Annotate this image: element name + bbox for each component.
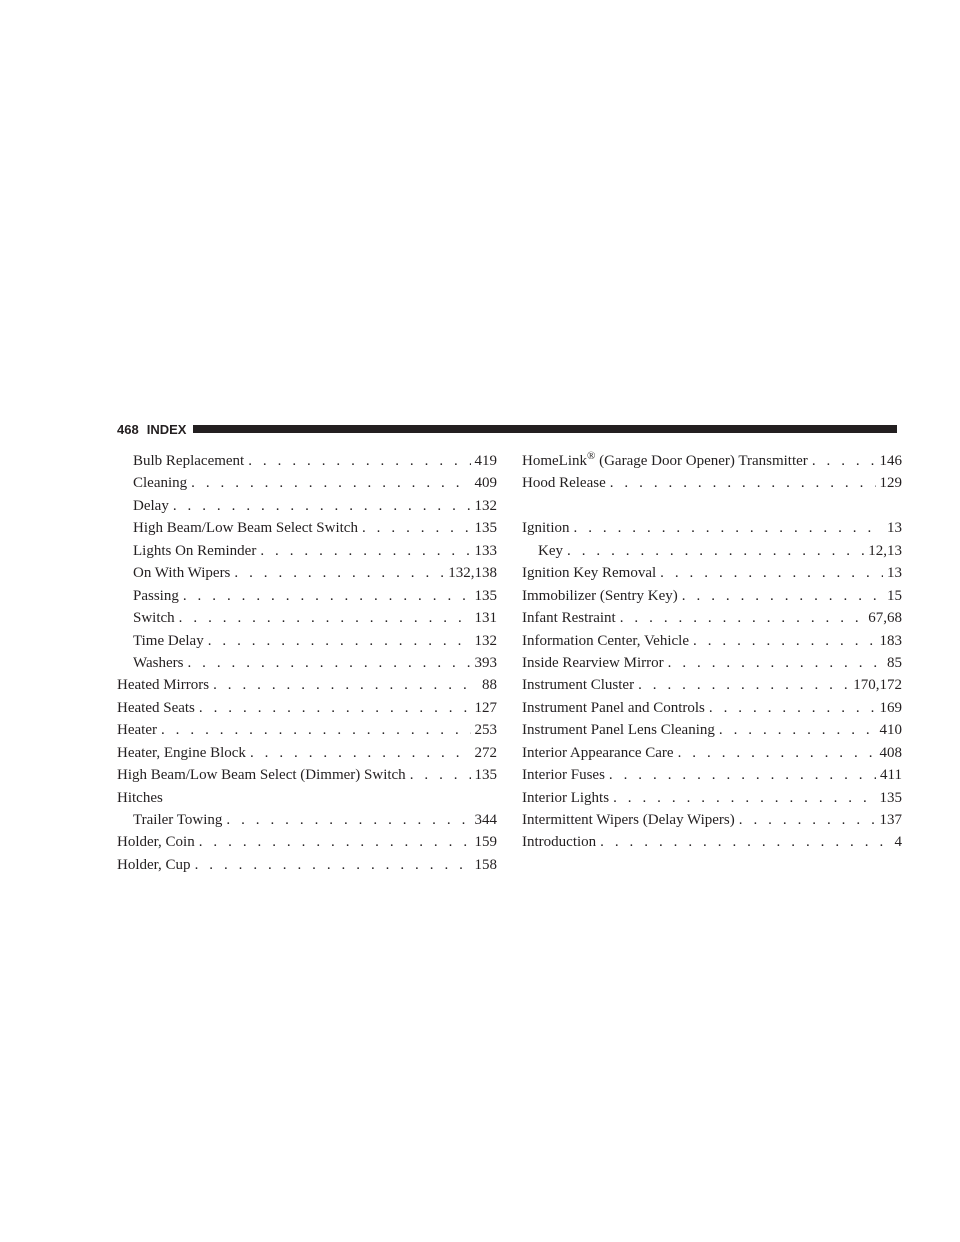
entry-term: Switch	[133, 610, 175, 627]
index-entry	[117, 472, 497, 494]
entry-term	[522, 450, 808, 472]
entry-term: Time Delay	[133, 632, 204, 649]
entry-page: 409	[474, 475, 497, 492]
entry-term: Lights On Reminder	[133, 542, 257, 559]
index-entry	[522, 607, 902, 629]
entry-page: 170,172	[853, 677, 902, 694]
dot-leader	[620, 607, 865, 629]
index-entry	[117, 450, 497, 472]
index-entry	[522, 585, 902, 607]
entry-term: Key	[538, 542, 563, 559]
group-spacer	[522, 495, 902, 517]
index-entry	[522, 540, 902, 562]
entry-page: 272	[474, 744, 497, 761]
index-entry	[117, 540, 497, 562]
dot-leader	[600, 831, 890, 853]
dot-leader	[208, 630, 471, 652]
index-entry	[117, 697, 497, 719]
dot-leader	[693, 630, 876, 652]
entry-term-rest: (Garage Door Opener) Transmitter	[595, 453, 808, 469]
entry-term: Interior Appearance Care	[522, 744, 674, 761]
dot-leader	[199, 831, 471, 853]
page-number: 468	[117, 421, 139, 437]
header-rule	[193, 425, 897, 433]
index-entry	[522, 472, 902, 494]
entry-page: 132	[474, 497, 497, 514]
index-entry	[522, 517, 902, 539]
dot-leader	[173, 495, 471, 517]
entry-page: 183	[879, 632, 902, 649]
entry-page: 169	[879, 699, 902, 716]
entry-page: 88	[482, 677, 497, 694]
entry-term: Instrument Cluster	[522, 677, 635, 694]
dot-leader	[709, 697, 876, 719]
entry-term: Heated Mirrors	[117, 677, 210, 694]
index-entry	[117, 585, 497, 607]
entry-term: Interior Fuses	[522, 767, 605, 784]
entry-term: Delay	[133, 497, 169, 514]
index-heading-entry: Hitches	[117, 789, 163, 806]
dot-leader	[213, 674, 478, 696]
entry-term: Holder, Coin	[117, 834, 195, 851]
dot-leader	[187, 652, 470, 674]
index-entry	[522, 742, 902, 764]
index-entry	[117, 495, 497, 517]
entry-page: 419	[474, 453, 497, 469]
entry-page: 253	[474, 722, 497, 739]
section-title: INDEX	[146, 421, 187, 437]
entry-page: 133	[474, 542, 497, 559]
dot-leader	[250, 742, 471, 764]
index-entry	[117, 562, 497, 584]
dot-leader	[719, 719, 876, 741]
entry-page: 146	[879, 453, 902, 469]
index-entry	[117, 517, 497, 539]
dot-leader	[668, 652, 883, 674]
entry-page: 159	[474, 834, 497, 851]
entry-term: Hood Release	[522, 475, 606, 492]
entry-page: 4	[894, 834, 902, 851]
entry-term: On With Wipers	[133, 565, 231, 582]
dot-leader	[248, 450, 470, 472]
entry-page: 411	[880, 767, 902, 784]
entry-page: 344	[474, 812, 497, 828]
entry-page: 129	[879, 475, 902, 492]
dot-leader	[410, 764, 471, 786]
dot-leader	[234, 562, 444, 584]
index-entry	[117, 674, 497, 696]
dot-leader	[362, 517, 471, 539]
entry-term: Ignition	[522, 520, 570, 537]
dot-leader	[660, 562, 883, 584]
entry-page: 85	[887, 654, 902, 671]
index-entry	[522, 809, 902, 831]
entry-term: Heated Seats	[117, 699, 195, 716]
dot-leader	[638, 674, 849, 696]
index-entry	[117, 630, 497, 652]
entry-page: 131	[474, 610, 497, 627]
entry-term: Bulb Replacement	[133, 453, 245, 469]
dot-leader	[812, 450, 876, 472]
entry-term: Washers	[133, 654, 184, 671]
entry-term: Heater, Engine Block	[117, 744, 246, 761]
entry-page: 137	[879, 812, 902, 828]
entry-term: Introduction	[522, 834, 597, 851]
dot-leader	[191, 472, 470, 494]
index-entry	[522, 562, 902, 584]
dot-leader	[199, 697, 471, 719]
entry-term: High Beam/Low Beam Select Switch	[133, 520, 358, 537]
dot-leader	[682, 585, 883, 607]
dot-leader	[260, 540, 470, 562]
entry-term: Infant Restraint	[522, 610, 616, 627]
entry-page: 132	[474, 632, 497, 649]
entry-page: 408	[879, 744, 902, 761]
dot-leader	[226, 809, 470, 831]
entry-page: 410	[879, 722, 902, 739]
dot-leader	[179, 607, 471, 629]
index-entry	[117, 764, 497, 786]
entry-term: Intermittent Wipers (Delay Wipers)	[522, 812, 735, 828]
dot-leader	[183, 585, 471, 607]
index-entry	[522, 764, 902, 786]
entry-page: 12,13	[868, 542, 902, 559]
entry-term: Holder, Cup	[117, 856, 191, 873]
entry-page: 13	[887, 565, 902, 582]
entry-term: Immobilizer (Sentry Key)	[522, 587, 678, 604]
entry-page: 132,138	[448, 565, 497, 582]
dot-leader	[195, 854, 471, 876]
index-entry	[117, 809, 497, 831]
dot-leader	[739, 809, 876, 831]
index-entry	[522, 674, 902, 696]
entry-term: Interior Lights	[522, 789, 610, 806]
entry-page: 135	[474, 520, 497, 537]
entry-term: Instrument Panel and Controls	[522, 699, 705, 716]
index-entry	[522, 719, 902, 741]
index-entry	[117, 607, 497, 629]
entry-term: Inside Rearview Mirror	[522, 654, 664, 671]
entry-page: 13	[887, 520, 902, 537]
index-entry	[522, 831, 902, 853]
dot-leader	[574, 517, 884, 539]
registered-mark: ®	[587, 450, 596, 462]
index-column-right	[522, 450, 902, 854]
entry-page: 135	[474, 587, 497, 604]
entry-term: Information Center, Vehicle	[522, 632, 689, 649]
entry-page: 135	[474, 767, 497, 784]
entry-term: High Beam/Low Beam Select (Dimmer) Switch	[117, 767, 406, 784]
entry-term: Cleaning	[133, 475, 188, 492]
index-entry	[522, 630, 902, 652]
index-entry	[117, 854, 497, 876]
index-entry	[117, 652, 497, 674]
entry-page: 158	[474, 856, 497, 873]
entry-page: 67,68	[868, 610, 902, 627]
page-header	[117, 418, 897, 440]
index-entry	[117, 742, 497, 764]
dot-leader	[567, 540, 864, 562]
entry-page: 15	[887, 587, 902, 604]
entry-term: Ignition Key Removal	[522, 565, 657, 582]
dot-leader	[613, 787, 875, 809]
index-entry	[522, 787, 902, 809]
entry-page: 135	[879, 789, 902, 806]
index-entry	[522, 450, 902, 472]
index-entry	[522, 697, 902, 719]
dot-leader	[609, 764, 876, 786]
index-entry	[117, 831, 497, 853]
entry-term-brand: HomeLink	[522, 453, 587, 469]
dot-leader	[161, 719, 471, 741]
dot-leader	[678, 742, 876, 764]
entry-page: 127	[474, 699, 497, 716]
index-column-left	[117, 450, 497, 876]
entry-term: Trailer Towing	[133, 812, 223, 828]
entry-page: 393	[474, 654, 497, 671]
dot-leader	[610, 472, 876, 494]
index-entry	[522, 652, 902, 674]
entry-term: Heater	[117, 722, 157, 739]
index-entry	[117, 719, 497, 741]
entry-term: Passing	[133, 587, 179, 604]
entry-term: Instrument Panel Lens Cleaning	[522, 722, 715, 739]
